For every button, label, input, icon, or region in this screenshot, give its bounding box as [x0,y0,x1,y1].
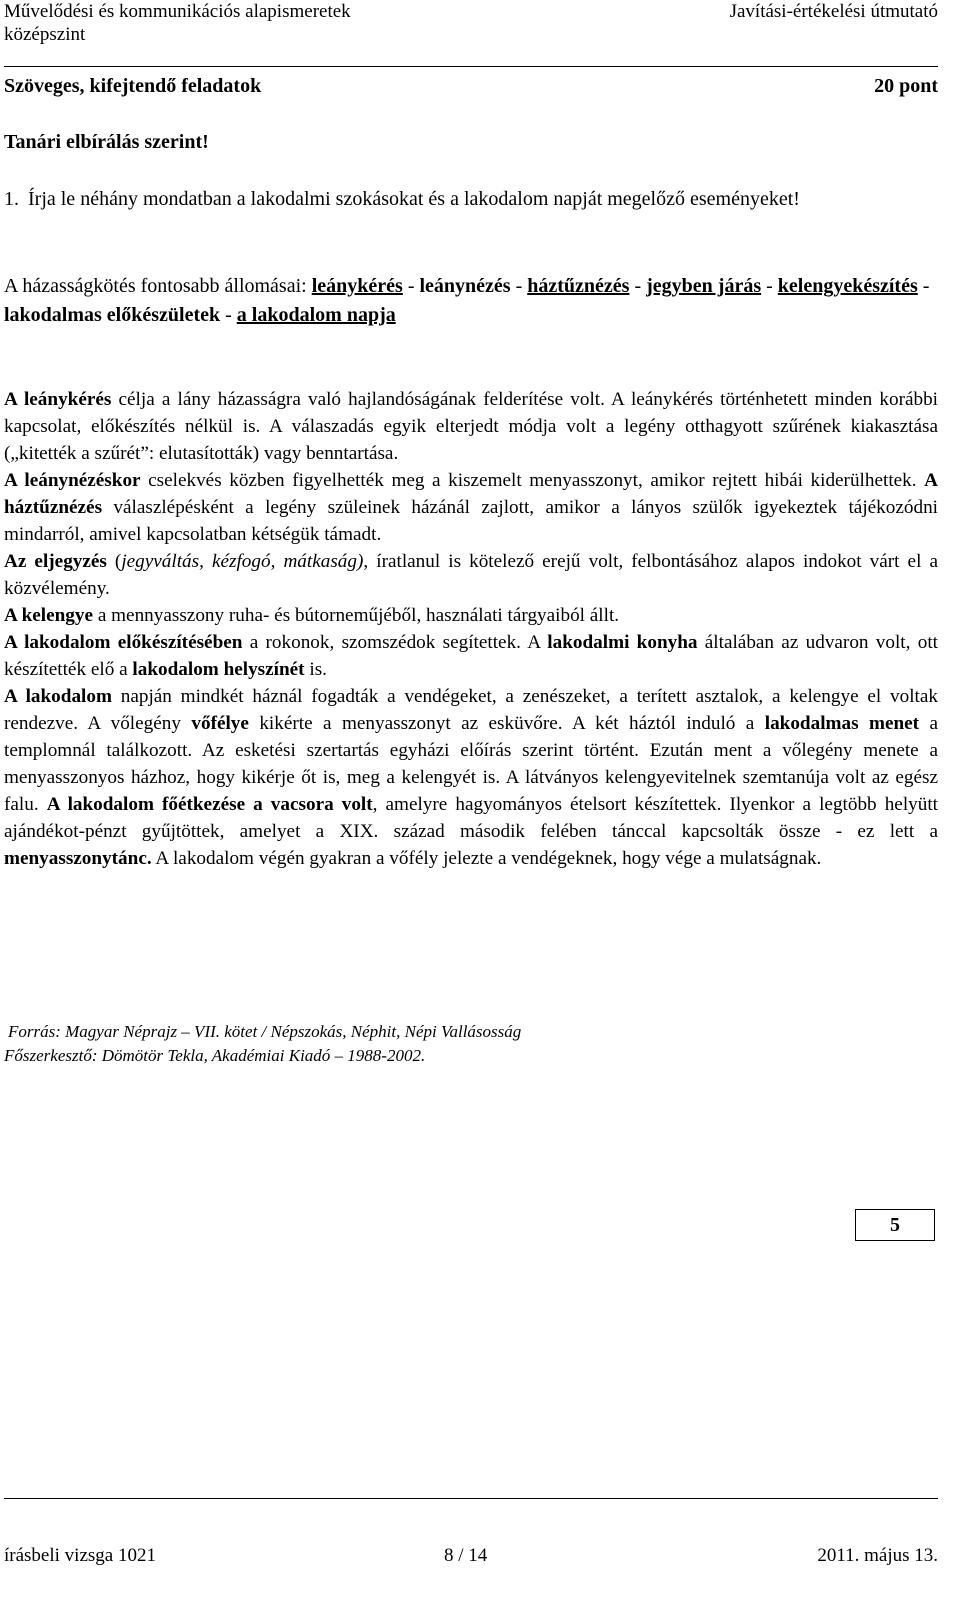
paragraph-text: is. [304,659,327,680]
question-text: Írja le néhány mondatban a lakodalmi szokásokat és a lakodalom napját megelőző eseményeket! [28,188,800,210]
stations-intro: A házasságkötés fontosabb állomásai: [4,275,312,297]
paragraph-text: célja a lány házasságra való hajlandóságának felderítése volt. A leánykérés történhetett minden korábbi kapcsolat, előkészítés nélkül is. A válaszadás egyik elterjedt módja volt a legény otthagyott szűrének kiakasztása („kitették a szűrét”: elutasították) vagy benntartása. [4,389,938,464]
term-lakodalmi-konyha: lakodalmi konyha [547,632,698,653]
header-guide-title: Javítási-értékelési útmutató [729,1,938,22]
paragraph-text: cselekvés közben figyelhették meg a kiszemelt menyasszonyt, amikor rejtett hibái kiderülhettek. [140,470,925,491]
paragraph-eljegyzes [4,548,938,602]
paragraph-text: a rokonok, szomszédok segítettek. A [242,632,548,653]
paragraph-lakodalom [4,683,938,872]
header-level: középszint [4,24,86,45]
marriage-stations [4,272,938,330]
paragraph-text: általában az udvaron volt, ott készítették elő a [4,632,938,680]
question [4,185,938,213]
section-heading [4,72,938,100]
separator: - [761,275,778,297]
paragraph-text: napján mindkét háznál fogadták a vendégeket, a zenészeket, a terített asztalok, a kelengye el voltak rendezve. A vőlegény [4,686,938,734]
source-citation [4,1020,938,1068]
station-5: kelengyekészítés [777,275,918,297]
footer-date: 2011. május 13. [817,1545,938,1566]
separator: - [917,275,930,297]
paragraph-kelengye [4,602,938,629]
score-box: 5 [855,1209,935,1241]
section-points: 20 pont [874,75,938,97]
term-foetkezes: A lakodalom főétkezése a vacsora volt [46,794,373,815]
paragraph-text: , amelyre hagyományos ételsort készítettek. Ilyenkor a legtöbb helyütt ajándékot-pénzt gyűjtöttek, amelyet a XIX. század második felében tánccal kapcsolták össze - ez lett a [4,794,938,842]
paragraph-text: ( [106,551,122,572]
separator: - [629,275,647,297]
grading-instruction: Tanári elbírálás szerint! [4,131,209,153]
separator: - [402,275,420,297]
header-divider [4,66,938,67]
section-title: Szöveges, kifejtendő feladatok [4,75,262,97]
separator: - [220,304,237,326]
footer-divider [4,1498,938,1499]
paragraph-leanynezes [4,467,938,548]
paragraph-text: , íratlanul is kötelező erejű volt, felbontásához alapos indokot várt el a közvélemény. [4,551,938,599]
station-2: leánynézés [419,275,511,297]
station-6: lakodalmas előkészületek [4,304,221,326]
header-subject: Művelődési és kommunikációs alapismeretek [4,1,351,22]
station-7: a lakodalom napja [236,304,396,326]
footer-exam-id: írásbeli vizsga 1021 [4,1545,156,1566]
term-menyasszonytanc: menyasszonytánc. [4,848,152,869]
term-eljegyzes: Az eljegyzés [4,551,107,572]
separator: - [510,275,528,297]
source-line-2: Főszerkesztő: Dömötör Tekla, Akadémiai Kiadó – 1988-2002. [4,1046,426,1065]
paragraph-text: a templomnál találkozott. Az esketési szertartás egyházi előírás szerint történt. Ezután ment a vőlegény menete a menyasszonyos házhoz, hogy kikérje őt is, meg a kelengyét is. A látványos kelengyevitelnek szemtanúja volt az egész falu. [4,713,938,815]
footer-page-number: 8 / 14 [444,1545,488,1566]
source-line-1: Forrás: Magyar Néprajz – VII. kötet / Népszokás, Néphit, Népi Vallásosság [8,1022,522,1041]
paragraph-leanykeres [4,386,938,467]
station-1: leánykérés [311,275,403,297]
station-3: háztűznézés [527,275,630,297]
term-leanykeres: A leánykérés [4,389,112,410]
paragraph-text: A lakodalom végén gyakran a vőfély jelezte a vendégeknek, hogy vége a mulatságnak. [151,848,822,869]
answer-text [4,386,938,872]
term-elokeszites: A lakodalom előkészítésében [4,632,243,653]
question-number: 1. [4,188,19,210]
paragraph-text: válaszlépésként a legény szüleinek házánál zajlott, amikor a lányos szülők igyekeztek tájékozódni mindarról, amivel kapcsolatban kétségük támadt. [4,497,938,545]
term-helyszin: lakodalom helyszínét [132,659,305,680]
term-haztuznezes: A háztűznézés [4,470,938,518]
paragraph-text: a mennyasszony ruha- és bútorneműjéből, használati tárgyaiból állt. [93,605,620,626]
paragraph-text: kikérte a menyasszonyt az esküvőre. A két háztól induló a [248,713,765,734]
page-footer [4,1544,938,1568]
term-synonyms: jegyváltás, kézfogó, mátkaság) [121,551,364,572]
paragraph-elokeszites [4,629,938,683]
term-lakodalom: A lakodalom [4,686,112,707]
term-vofely: vőfélye [191,713,249,734]
term-leanynezes: A leánynézéskor [4,470,141,491]
station-4: jegyben járás [646,275,762,297]
term-lakodalmas-menet: lakodalmas menet [764,713,920,734]
page-header [4,0,938,46]
term-kelengye: A kelengye [4,605,94,626]
